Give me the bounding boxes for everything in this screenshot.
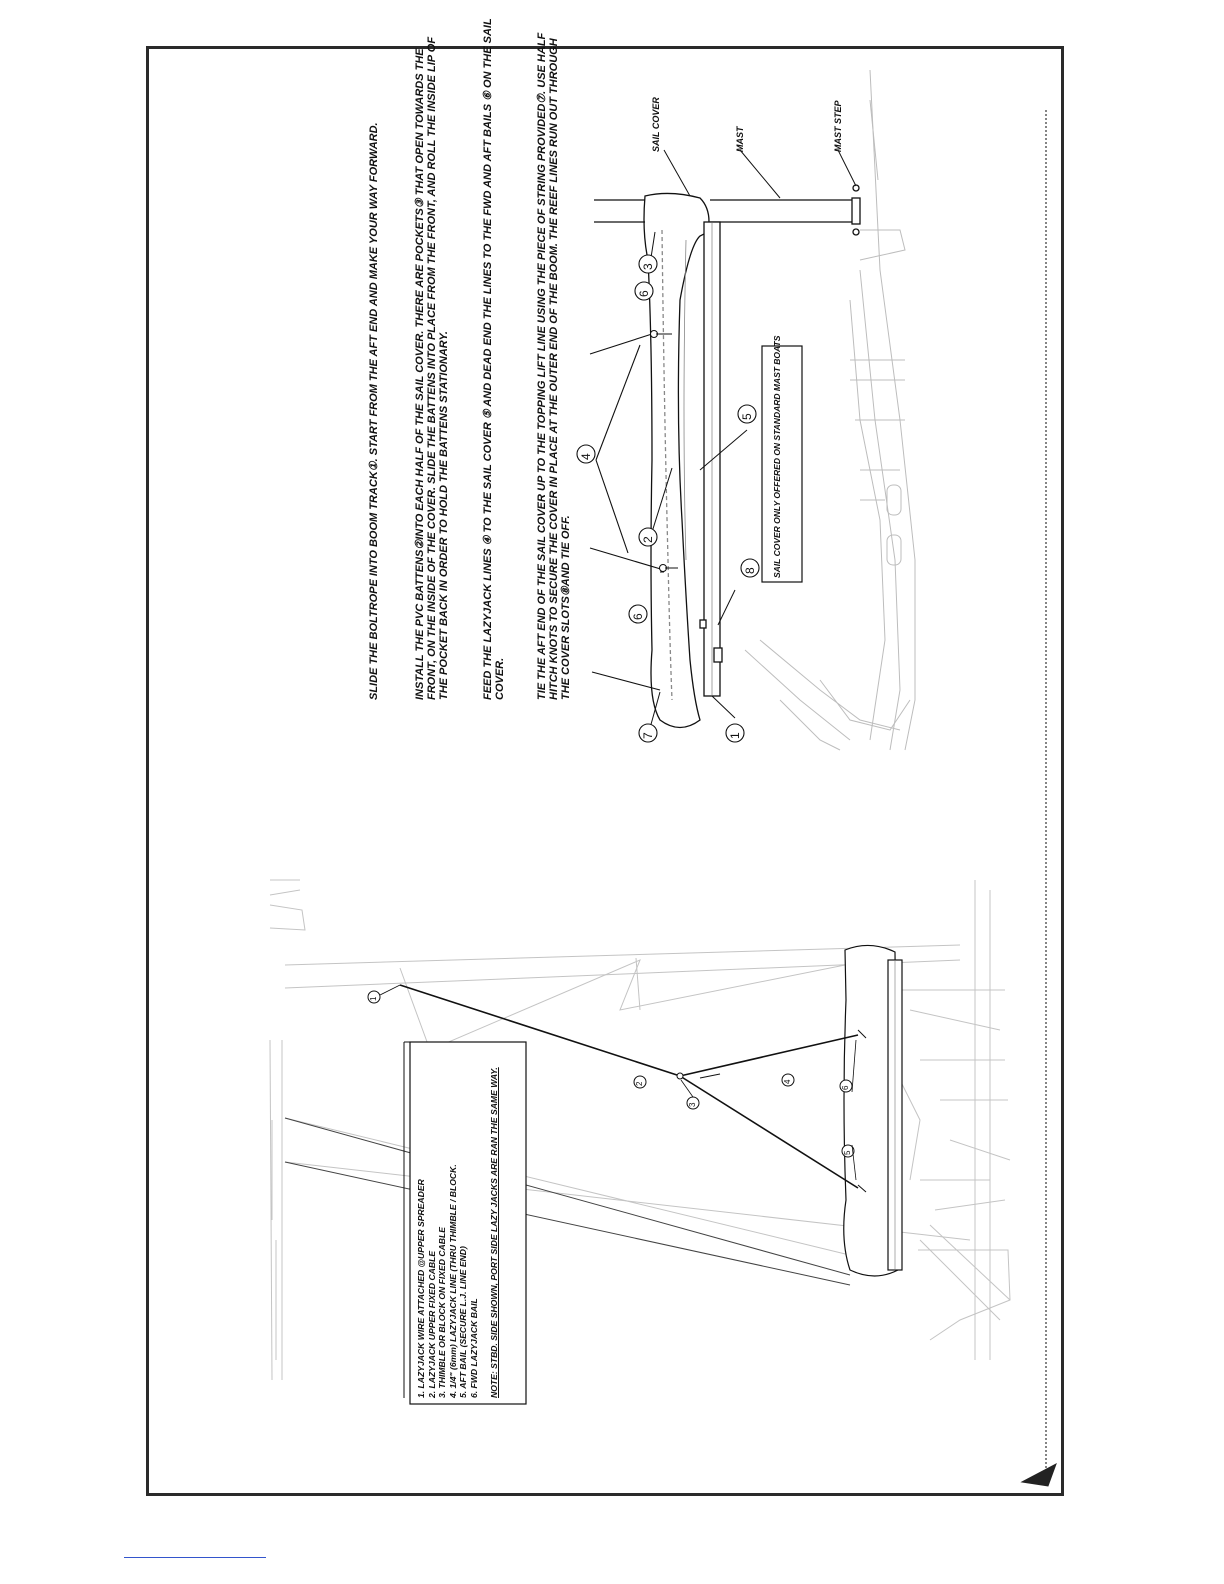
step2-line-1: INSTALL THE PVC BATTENS②INTO EACH HALF OF THE SAIL COVER. THERE ARE POCKETS③ THAT OPEN TOWARDS THE xyxy=(414,48,426,700)
boom-lower xyxy=(844,945,902,1276)
step4-line-2: HITCH KNOTS TO SECURE THE COVER IN PLACE AT THE OUTER END OF THE BOOM. THE REEF LINES RUN OUT THROUGH xyxy=(548,38,560,700)
step4-line-1: TIE THE AFT END OF THE SAIL COVER UP TO THE TOPPING LIFT LINE USING THE PIECE OF STRING PROVIDED⑦. USE HALF xyxy=(536,32,548,700)
instruction-step-2 xyxy=(414,37,450,700)
notice-text: SAIL COVER ONLY OFFERED ON STANDARD MAST BOATS xyxy=(772,335,782,578)
legend-item-1: 1. LAZYJACK WIRE ATTACHED @UPPER SPREADER xyxy=(416,1179,426,1398)
callout-4-upper-num: 4 xyxy=(579,453,593,460)
label-mast-step: MAST STEP xyxy=(833,100,843,152)
label-sail-cover: SAIL COVER xyxy=(651,97,661,152)
instruction-step-1 xyxy=(368,122,380,700)
callout-2-lower-num: 2 xyxy=(635,1081,644,1086)
legend-note: NOTE: STBD. SIDE SHOWN, PORT SIDE LAZY JACKS ARE RAN THE SAME WAY. xyxy=(489,1067,499,1398)
footer-link-underline[interactable] xyxy=(124,1557,266,1558)
legend-item-3: 3. THIMBLE OR BLOCK ON FIXED CABLE xyxy=(437,1227,447,1398)
callout-3-lower-num: 3 xyxy=(688,1102,697,1107)
step4-line-3: THE COVER SLOTS⑧AND TIE OFF. xyxy=(560,515,572,700)
callout-7-upper-num: 7 xyxy=(641,732,655,739)
legend-item-5: 5. AFT BAIL (SECURE L.J. LINE END) xyxy=(458,1246,468,1398)
step1-line-1: SLIDE THE BOLTROPE INTO BOOM TRACK①. START FROM THE AFT END AND MAKE YOUR WAY FORWARD. xyxy=(368,122,380,700)
legend-item-2: 2. LAZYJACK UPPER FIXED CABLE xyxy=(426,1250,437,1398)
callout-6b-upper-num: 6 xyxy=(631,613,645,620)
callout-3-upper-num: 3 xyxy=(641,263,655,270)
step2-line-3: THE POCKET BACK IN ORDER TO HOLD THE BATTENS STATIONARY. xyxy=(438,331,450,700)
notice-box xyxy=(762,346,802,582)
callout-5-upper-num: 5 xyxy=(740,413,754,420)
sail-cover xyxy=(644,193,709,727)
lazyjack-lines-upper xyxy=(590,334,664,690)
callouts-upper xyxy=(577,255,759,742)
step2-line-2: FRONT, ON THE INSIDE OF THE COVER. SLIDE THE BATTENS INTO PLACE FROM THE FRONT, AND ROLL THE INSIDE LIP OF xyxy=(426,36,438,700)
legend-item-6: 6. FWD LAZYJACK BAIL xyxy=(468,1298,479,1398)
callout-1-upper-num: 1 xyxy=(728,732,742,739)
callout-8-upper-num: 8 xyxy=(743,567,757,574)
callout-6-lower-num: 6 xyxy=(841,1085,850,1090)
legend-item-4: 4. 1/4" (6mm) LAZYJACK LINE (THRU THIMBLE / BLOCK. xyxy=(447,1164,458,1398)
legend xyxy=(416,1067,500,1398)
boom xyxy=(700,222,722,696)
mast xyxy=(594,185,860,235)
label-mast: MAST xyxy=(735,126,745,152)
callout-1-lower-num: 1 xyxy=(369,996,378,1001)
instruction-step-3 xyxy=(482,18,506,700)
instruction-step-4 xyxy=(536,33,572,700)
callout-4-lower-num: 4 xyxy=(783,1079,792,1084)
callout-5-lower-num: 5 xyxy=(843,1150,852,1155)
callout-2-upper-num: 2 xyxy=(641,536,655,543)
step3-line-1: FEED THE LAZYJACK LINES ④ TO THE SAIL COVER ⑤ AND DEAD END THE LINES TO THE FWD AND AFT BAILS ⑥ ON THE SAIL xyxy=(482,18,494,700)
rig-stays-lower xyxy=(285,1118,850,1285)
step3-line-2: COVER. xyxy=(494,657,506,700)
brand-logo xyxy=(1022,1464,1056,1486)
leader-lines-upper xyxy=(650,150,856,728)
callout-6a-upper-num: 6 xyxy=(637,290,651,297)
